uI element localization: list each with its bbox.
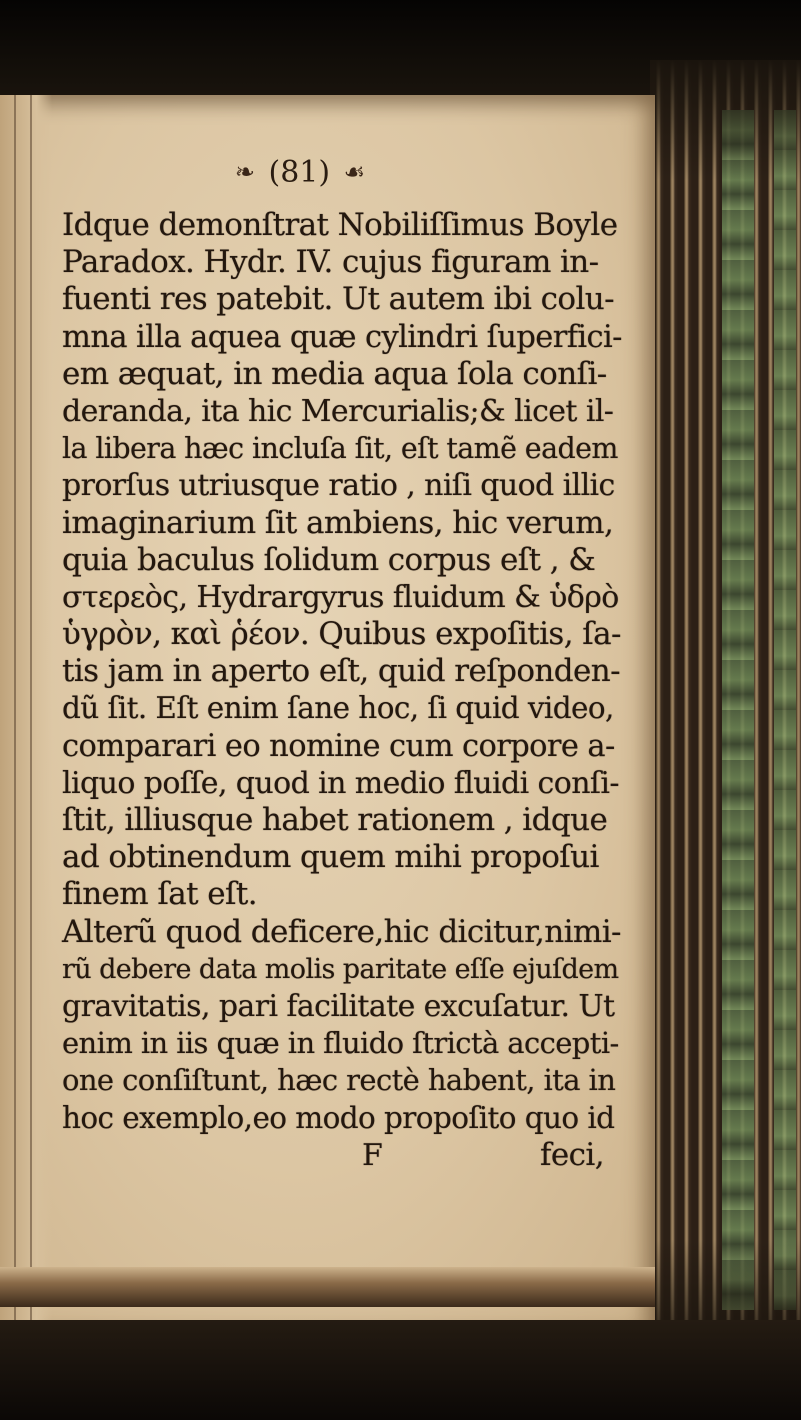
gutter-line xyxy=(14,95,16,1330)
footer-line xyxy=(62,1137,622,1174)
catchword: feci, xyxy=(540,1136,604,1173)
text-line: em æquat, in media aqua ſola conſi- xyxy=(62,355,607,392)
page-bottom-edge xyxy=(0,1267,655,1307)
text-line: hoc exemplo,eo modo propoſito quo id xyxy=(62,1100,615,1135)
page-edge-strip-outer xyxy=(774,110,796,1310)
text-line: rũ debere data molis paritate eſſe ejuſdem xyxy=(62,953,619,985)
page-number: (81) xyxy=(268,154,331,190)
ornament-left-icon: ❧ xyxy=(234,158,255,186)
text-line: Alterũ quod deficere,hic dicitur,nimi- xyxy=(62,913,621,950)
text-line: quia baculus ſolidum corpus eſt , & xyxy=(62,541,596,578)
dark-background-bottom xyxy=(0,1320,801,1420)
text-line: ad obtinendum quem mihi propoſui xyxy=(62,839,599,876)
text-line: gravitatis, pari facilitate excuſatur. Ut xyxy=(62,988,615,1024)
body-text xyxy=(62,207,622,1174)
text-line: mna illa aquea quæ cylindri ſuperfici- xyxy=(62,319,622,355)
text-line: la libera hæc incluſa ſit, eſt tamẽ eadem xyxy=(62,432,618,466)
text-line: Paradox. Hydr. IV. cujus figuram in- xyxy=(62,244,599,281)
text-line: imaginarium ſit ambiens, hic verum, xyxy=(62,504,614,541)
binding-shadow-top xyxy=(650,60,801,180)
text-line: Idque demonſtrat Nobiliſſimus Boyle xyxy=(62,207,618,243)
text-line: liquo poſſe, quod in medio fluidi conſi- xyxy=(62,765,619,801)
running-header xyxy=(0,153,600,190)
text-line: ſtit, illiusque habet rationem , idque xyxy=(62,802,608,838)
text-line: fuenti res patebit. Ut autem ibi colu- xyxy=(62,281,615,318)
text-line: στερεὸς, Hydrargyrus fluidum & ὑδρὸ xyxy=(62,579,619,615)
gutter-line xyxy=(30,95,32,1330)
signature-mark: F xyxy=(362,1137,383,1173)
page-edge-strip xyxy=(722,110,754,1310)
page-gutter xyxy=(0,95,52,1330)
text-line: one conſiſtunt, hæc rectè habent, ita in xyxy=(62,1063,616,1098)
text-line: tis jam in aperto eſt, quid reſponden- xyxy=(62,653,621,690)
text-line: comparari eo nomine cum corpore a- xyxy=(62,728,615,764)
ornament-right-icon: ☙ xyxy=(343,158,366,186)
text-line: ὑγρὸν, καὶ ῥέον. Quibus expoſitis, ſa- xyxy=(62,616,621,653)
text-line: enim in iis quæ in fluido ſtrictà accepti- xyxy=(62,1026,619,1061)
text-line: finem ſat eſt. xyxy=(62,876,257,913)
text-line: deranda, ita hic Mercurialis;& licet il- xyxy=(62,393,614,429)
book-page xyxy=(0,95,655,1330)
text-line: dũ ſit. Eſt enim ſane hoc, ſi quid video, xyxy=(62,691,614,726)
text-line: prorſus utriusque ratio , niſi quod illic xyxy=(62,468,615,504)
